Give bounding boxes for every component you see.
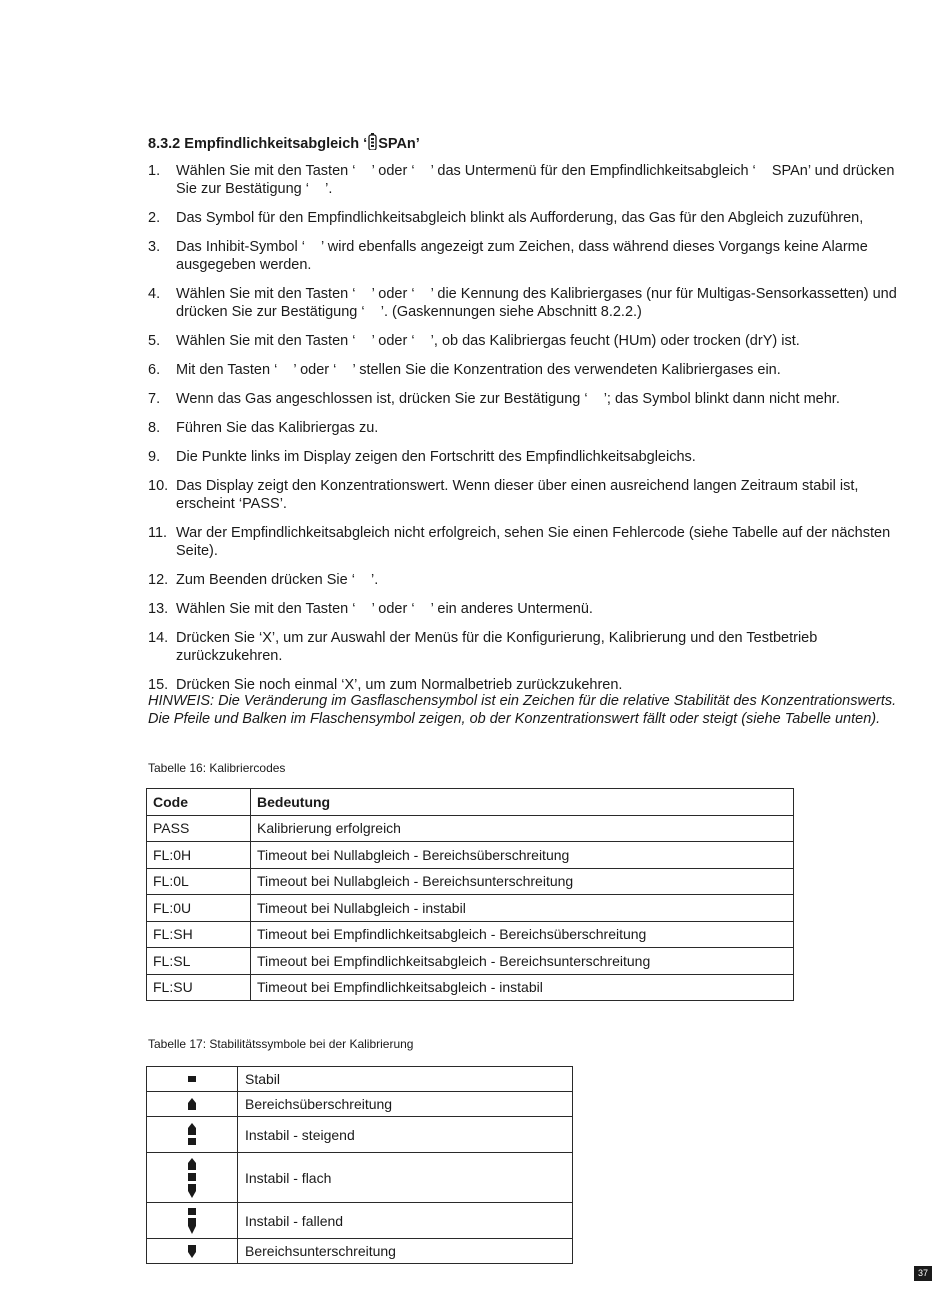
- step-text: Mit den Tasten ‘ ’ oder ‘ ’ stellen Sie die Konzentration des verwendeten Kalibriergases ein.: [176, 362, 781, 378]
- table-row: [147, 1203, 573, 1239]
- meaning-cell: Timeout bei Empfindlichkeitsabgleich - Bereichsunterschreitung: [251, 948, 794, 975]
- step-number: 1.: [148, 163, 161, 179]
- step-text: Das Display zeigt den Konzentrationswert. Wenn dieser über einen ausreichend langen Zeitraum stabil ist, erscheint ‘PASS’.: [176, 478, 863, 512]
- meaning-cell: Timeout bei Nullabgleich - instabil: [251, 895, 794, 922]
- meaning-cell: Timeout bei Nullabgleich - Bereichsunterschreitung: [251, 868, 794, 895]
- code-cell: FL:SH: [147, 921, 251, 948]
- code-cell: FL:0H: [147, 842, 251, 869]
- code-cell: FL:SU: [147, 974, 251, 1001]
- rising-icon: [187, 1123, 197, 1146]
- procedure-step: [148, 629, 908, 665]
- label-cell: Instabil - flach: [238, 1153, 573, 1203]
- table-row: [147, 815, 794, 842]
- column-header-code: Code: [147, 789, 251, 816]
- meaning-cell: Timeout bei Empfindlichkeitsabgleich - instabil: [251, 974, 794, 1001]
- procedure-step: [148, 285, 908, 321]
- symbol-cell: [147, 1117, 238, 1153]
- step-text: Wenn das Gas angeschlossen ist, drücken Sie zur Bestätigung ‘ ’; das Symbol blinkt dann nicht mehr.: [176, 391, 840, 407]
- note-paragraph: HINWEIS: Die Veränderung im Gasflaschensymbol ist ein Zeichen für die relative Stabilität des Konzentrationswerts. Die Pfeile und Balken im Flaschensymbol zeigen, ob der Konzentrationswert fällt oder steigt (siehe Tabelle unten).: [148, 693, 897, 727]
- gas-cylinder-icon: [368, 133, 377, 150]
- code-cell: FL:0L: [147, 868, 251, 895]
- step-number: 8.: [148, 420, 161, 436]
- table-row: [147, 1067, 573, 1092]
- meaning-cell: Timeout bei Nullabgleich - Bereichsüberschreitung: [251, 842, 794, 869]
- step-number: 4.: [148, 286, 161, 302]
- step-number: 3.: [148, 239, 161, 255]
- procedure-step: [148, 390, 908, 408]
- table-header-row: [147, 789, 794, 816]
- symbol-cell: [147, 1203, 238, 1239]
- label-cell: Instabil - fallend: [238, 1203, 573, 1239]
- table-row: [147, 895, 794, 922]
- table-row: [147, 1117, 573, 1153]
- step-number: 6.: [148, 362, 161, 378]
- arrow-up-icon: [187, 1098, 197, 1110]
- code-cell: FL:0U: [147, 895, 251, 922]
- step-number: 13.: [148, 601, 169, 617]
- symbol-cell: [147, 1092, 238, 1117]
- procedure-step: [148, 571, 908, 589]
- procedure-step: [148, 361, 908, 379]
- step-text: Drücken Sie ‘X’, um zur Auswahl der Menüs für die Konfigurierung, Kalibrierung und den Testbetrieb zurückzukehren.: [176, 630, 822, 664]
- flat-icon: [187, 1158, 197, 1198]
- table16-caption: Tabelle 16: Kalibriercodes: [148, 761, 286, 775]
- code-cell: PASS: [147, 815, 251, 842]
- procedure-steps: [148, 162, 908, 694]
- step-number: 12.: [148, 572, 169, 588]
- procedure-step: [148, 477, 908, 513]
- step-text: War der Empfindlichkeitsabgleich nicht erfolgreich, sehen Sie einen Fehlercode (siehe Tabelle auf der nächsten Seite).: [176, 525, 895, 559]
- step-text: Das Symbol für den Empfindlichkeitsabgleich blinkt als Aufforderung, das Gas für den Abgleich zuzuführen,: [176, 210, 864, 226]
- table-row: [147, 1239, 573, 1264]
- heading-text-end: SPAn’: [378, 136, 420, 152]
- meaning-cell: Kalibrierung erfolgreich: [251, 815, 794, 842]
- procedure-step: [148, 238, 908, 274]
- step-text: Zum Beenden drücken Sie ‘ ’.: [176, 572, 379, 588]
- step-text: Wählen Sie mit den Tasten ‘ ’ oder ‘ ’ ein anderes Untermenü.: [176, 601, 593, 617]
- table-row: [147, 948, 794, 975]
- step-text: Drücken Sie noch einmal ‘X’, um zum Normalbetrieb zurückzukehren.: [176, 677, 623, 693]
- meaning-cell: Timeout bei Empfindlichkeitsabgleich - Bereichsüberschreitung: [251, 921, 794, 948]
- falling-icon: [187, 1208, 197, 1234]
- heading-text-start: 8.3.2 Empfindlichkeitsabgleich ‘: [148, 136, 368, 152]
- step-number: 5.: [148, 333, 161, 349]
- procedure-step: [148, 419, 908, 437]
- table-row: [147, 974, 794, 1001]
- table-row: [147, 868, 794, 895]
- step-text: Die Punkte links im Display zeigen den Fortschritt des Empfindlichkeitsabgleichs.: [176, 449, 696, 465]
- step-text: Wählen Sie mit den Tasten ‘ ’ oder ‘ ’ die Kennung des Kalibriergases (nur für Multigas-Sensorkassetten) und drücken Sie zur Bestätigung ‘ ’. (Gaskennungen siehe Abschnitt 8.2.2.): [176, 286, 901, 320]
- table-row: [147, 1153, 573, 1203]
- column-header-meaning: Bedeutung: [251, 789, 794, 816]
- step-text: Führen Sie das Kalibriergas zu.: [176, 420, 379, 436]
- page-number: 37: [914, 1266, 932, 1281]
- step-text: Das Inhibit-Symbol ‘ ’ wird ebenfalls angezeigt zum Zeichen, dass während dieses Vorgangs keine Alarme ausgegeben werden.: [176, 239, 872, 273]
- step-text: Wählen Sie mit den Tasten ‘ ’ oder ‘ ’, ob das Kalibriergas feucht (HUm) oder trocken (drY) ist.: [176, 333, 800, 349]
- procedure-step: [148, 162, 908, 198]
- table-row: [147, 1092, 573, 1117]
- procedure-step: [148, 600, 908, 618]
- label-cell: Bereichsüberschreitung: [238, 1092, 573, 1117]
- stability-symbols-table: [146, 1066, 573, 1264]
- code-cell: FL:SL: [147, 948, 251, 975]
- table17-caption: Tabelle 17: Stabilitätssymbole bei der Kalibrierung: [148, 1037, 414, 1051]
- table-row: [147, 921, 794, 948]
- label-cell: Instabil - steigend: [238, 1117, 573, 1153]
- step-number: 14.: [148, 630, 169, 646]
- procedure-step: [148, 448, 908, 466]
- procedure-step: [148, 332, 908, 350]
- arrow-down-icon: [187, 1245, 197, 1258]
- calibration-codes-table: [146, 788, 794, 1001]
- symbol-cell: [147, 1239, 238, 1264]
- step-number: 9.: [148, 449, 161, 465]
- step-number: 15.: [148, 677, 169, 693]
- section-heading: [148, 133, 420, 152]
- step-number: 2.: [148, 210, 161, 226]
- stable-bar-icon: [187, 1074, 197, 1084]
- symbol-cell: [147, 1153, 238, 1203]
- symbol-cell: [147, 1067, 238, 1092]
- table-row: [147, 842, 794, 869]
- step-number: 7.: [148, 391, 161, 407]
- step-number: 11.: [148, 525, 168, 541]
- label-cell: Bereichsunterschreitung: [238, 1239, 573, 1264]
- procedure-step: [148, 524, 908, 560]
- procedure-step: [148, 209, 908, 227]
- step-number: 10.: [148, 478, 169, 494]
- step-text: Wählen Sie mit den Tasten ‘ ’ oder ‘ ’ das Untermenü für den Empfindlichkeitsabgleich ‘ SPAn’ und drücken Sie zur Bestätigung ‘ ’.: [176, 163, 899, 197]
- label-cell: Stabil: [238, 1067, 573, 1092]
